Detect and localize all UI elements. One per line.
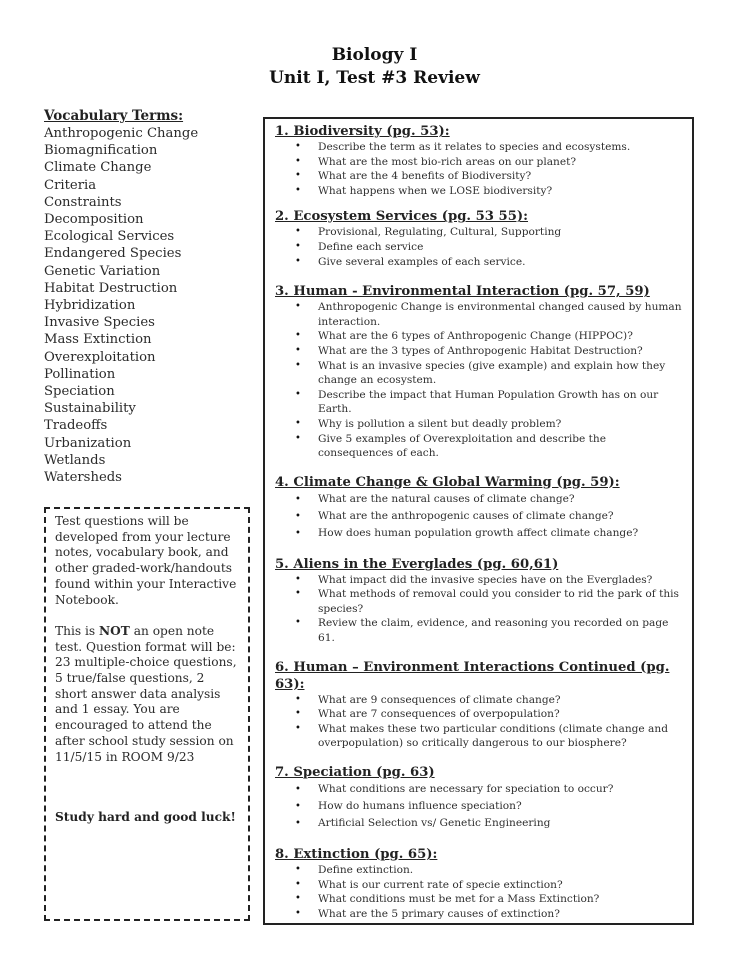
vocab-term: Biomagnification (44, 143, 158, 159)
item-text: How does human population growth affect climate change? (318, 526, 639, 539)
item-text: Define extinction. (318, 864, 414, 877)
section-heading: 5. Aliens in the Everglades (pg. 60,61) (275, 556, 559, 572)
bullet-icon: • (295, 493, 301, 505)
bullet-icon: • (295, 226, 301, 238)
section-heading: 8. Extinction (pg. 65): (275, 847, 438, 863)
vocab-term: Constraints (44, 194, 122, 210)
bullet-icon: • (295, 301, 301, 313)
bullet-icon: • (295, 708, 301, 720)
vocab-term: Climate Change (44, 160, 152, 176)
item-text: Why is pollution a silent but deadly problem? (318, 417, 562, 430)
bullet-icon: • (295, 359, 301, 371)
vocab-term: Invasive Species (44, 315, 155, 331)
vocab-term: Urbanization (44, 435, 132, 451)
list-item (275, 388, 684, 417)
section-climate-change (275, 474, 684, 542)
item-text: Describe the term as it relates to species and ecosystems. (318, 141, 631, 153)
bullet-icon: • (295, 907, 301, 919)
bullet-icon: • (295, 155, 301, 167)
list-item (275, 781, 684, 798)
list-item (275, 184, 684, 199)
list-item (275, 587, 684, 616)
vocab-term: Habitat Destruction (44, 280, 178, 296)
item-text: How do humans influence speciation? (318, 800, 522, 813)
list-item (275, 491, 684, 508)
bullet-icon: • (295, 330, 301, 342)
item-text: What are the most bio-rich areas on our planet? (318, 155, 577, 168)
item-text: Artificial Selection vs/ Genetic Engineering (318, 817, 551, 830)
list-item (275, 300, 684, 329)
item-text: Anthropogenic Change is environmental changed caused by human interaction. (318, 301, 682, 328)
item-text: Give 5 examples of Overexploitation and describe the consequences of each. (318, 432, 606, 460)
list-item (275, 240, 684, 255)
document-title (0, 44, 749, 90)
bullet-icon: • (295, 693, 301, 705)
list-item (275, 525, 684, 542)
item-text: What are the 3 types of Anthropogenic Habitat Destruction? (318, 344, 643, 357)
list-item (275, 344, 684, 359)
section-biodiversity (275, 123, 684, 198)
bullet-icon: • (295, 588, 301, 600)
bullet-icon: • (295, 388, 301, 400)
vocab-term: Genetic Variation (44, 263, 161, 279)
list-item (275, 573, 684, 588)
item-text: What are the anthropogenic causes of climate change? (318, 509, 614, 522)
vocab-term: Watersheds (44, 470, 122, 486)
vocab-term: Pollination (44, 366, 116, 382)
vocab-term: Decomposition (44, 212, 144, 228)
item-text: Define each service (318, 240, 424, 253)
bullet-icon: • (295, 784, 301, 796)
section-ecosystem-services (275, 208, 684, 269)
list-item (275, 255, 684, 270)
bullet-icon: • (295, 432, 301, 444)
item-text: Provisional, Regulating, Cultural, Supporting (318, 226, 562, 239)
bullet-icon: • (295, 573, 301, 585)
item-text: What makes these two particular conditions (climate change and overpopulation) so critically dangerous to our biosphere? (318, 722, 668, 750)
list-item (275, 616, 684, 645)
vocab-term: Mass Extinction (44, 332, 152, 348)
list-item (275, 155, 684, 170)
bullet-icon: • (295, 510, 301, 522)
item-text: What are the 4 benefits of Biodiversity? (318, 170, 532, 183)
item-text: What happens when we LOSE biodiversity? (318, 184, 553, 197)
section-heading: 4. Climate Change & Global Warming (pg. 59): (275, 474, 620, 490)
item-text: What are 9 consequences of climate change? (318, 693, 561, 706)
bullet-icon: • (295, 722, 301, 734)
section-heading: 3. Human - Environmental Interaction (pg. 57, 59) (275, 284, 650, 300)
item-text: Review the claim, evidence, and reasoning you recorded on page 61. (318, 617, 669, 645)
list-item (275, 863, 684, 878)
list-item (275, 907, 684, 922)
list-item (275, 892, 684, 907)
section-extinction (275, 846, 684, 921)
list-item (275, 815, 684, 832)
format-text-prefix: This is (55, 623, 100, 638)
item-text: Give several examples of each service. (318, 255, 526, 268)
vocab-term: Criteria (44, 177, 97, 193)
item-text: What are the natural causes of climate change? (318, 492, 575, 505)
vocab-term: Overexploitation (44, 349, 156, 365)
test-info-box (44, 507, 250, 921)
item-text: What conditions are necessary for speciation to occur? (318, 783, 614, 796)
format-text: an open note test. Question format will be: 23 multiple-choice questions, 5 true/false questions, 2 short answer data analysis and 1 essay. You are encouraged to attend the after school study session on 11/5/15 in ROOM 9/23 (55, 623, 237, 764)
vocab-term: Tradeoffs (44, 418, 108, 434)
vocabulary-heading: Vocabulary Terms: (44, 108, 184, 124)
list-item (275, 417, 684, 432)
bullet-icon: • (295, 184, 301, 196)
section-heading: 2. Ecosystem Services (pg. 53 55): (275, 209, 529, 225)
vocab-term: Sustainability (44, 401, 136, 417)
bullet-icon: • (295, 344, 301, 356)
item-text: Describe the impact that Human Population Growth has on our Earth. (318, 388, 659, 416)
bullet-icon: • (295, 617, 301, 629)
bullet-icon: • (295, 818, 301, 830)
test-info-paragraph: Test questions will be developed from your lecture notes, vocabulary book, and other graded-work/handouts found within your Interactive Notebook. (55, 514, 237, 607)
bullet-icon: • (295, 255, 301, 267)
vocab-term: Ecological Services (44, 229, 175, 245)
bullet-icon: • (295, 801, 301, 813)
list-item (275, 798, 684, 815)
item-text: What are 7 consequences of overpopulation? (318, 708, 560, 721)
section-human-environment-continued (275, 659, 684, 751)
bullet-icon: • (295, 240, 301, 252)
bullet-icon: • (295, 417, 301, 429)
vocab-term: Wetlands (44, 452, 106, 468)
vocab-term: Hybridization (44, 298, 136, 314)
item-text: What are the 5 primary causes of extinction? (318, 907, 560, 920)
course-title: Biology I (331, 45, 418, 65)
bullet-icon: • (295, 141, 301, 152)
list-item (275, 169, 684, 184)
vocabulary-list (44, 108, 254, 486)
bullet-icon: • (295, 864, 301, 876)
section-heading: 1. Biodiversity (pg. 53): (275, 124, 450, 139)
list-item (275, 693, 684, 708)
vocabulary-terms (44, 125, 254, 486)
review-topics-box (263, 117, 694, 925)
section-human-environmental-interaction (275, 283, 684, 461)
bullet-icon: • (295, 170, 301, 182)
bullet-icon: • (295, 878, 301, 890)
unit-title: Unit I, Test #3 Review (269, 68, 480, 88)
section-aliens-everglades (275, 556, 684, 646)
test-format-paragraph (55, 624, 240, 765)
list-item (275, 140, 684, 155)
not-emphasis: NOT (99, 623, 130, 638)
vocab-term: Endangered Species (44, 246, 182, 262)
vocab-term: Anthropogenic Change (44, 126, 199, 141)
section-heading: 6. Human – Environment Interactions Continued (pg. 63): (275, 659, 670, 692)
section-speciation (275, 764, 684, 832)
item-text: What is our current rate of specie extinction? (318, 878, 563, 891)
list-item (275, 225, 684, 240)
vocab-term: Speciation (44, 384, 115, 400)
section-heading: 7. Speciation (pg. 63) (275, 765, 435, 781)
list-item (275, 878, 684, 893)
list-item (275, 707, 684, 722)
list-item (275, 722, 684, 751)
list-item (275, 508, 684, 525)
list-item (275, 359, 684, 388)
item-text: What impact did the invasive species have on the Everglades? (318, 573, 653, 586)
list-item (275, 432, 684, 461)
item-text: What conditions must be met for a Mass Extinction? (318, 893, 600, 906)
bullet-icon: • (295, 893, 301, 905)
bullet-icon: • (295, 527, 301, 539)
item-text: What is an invasive species (give example) and explain how they change an ecosystem. (318, 359, 666, 387)
item-text: What methods of removal could you consider to rid the park of this species? (318, 588, 679, 615)
item-text: What are the 6 types of Anthropogenic Change (HIPPOC)? (318, 330, 633, 343)
closing-message: Study hard and good luck! (55, 810, 236, 825)
list-item (275, 329, 684, 344)
